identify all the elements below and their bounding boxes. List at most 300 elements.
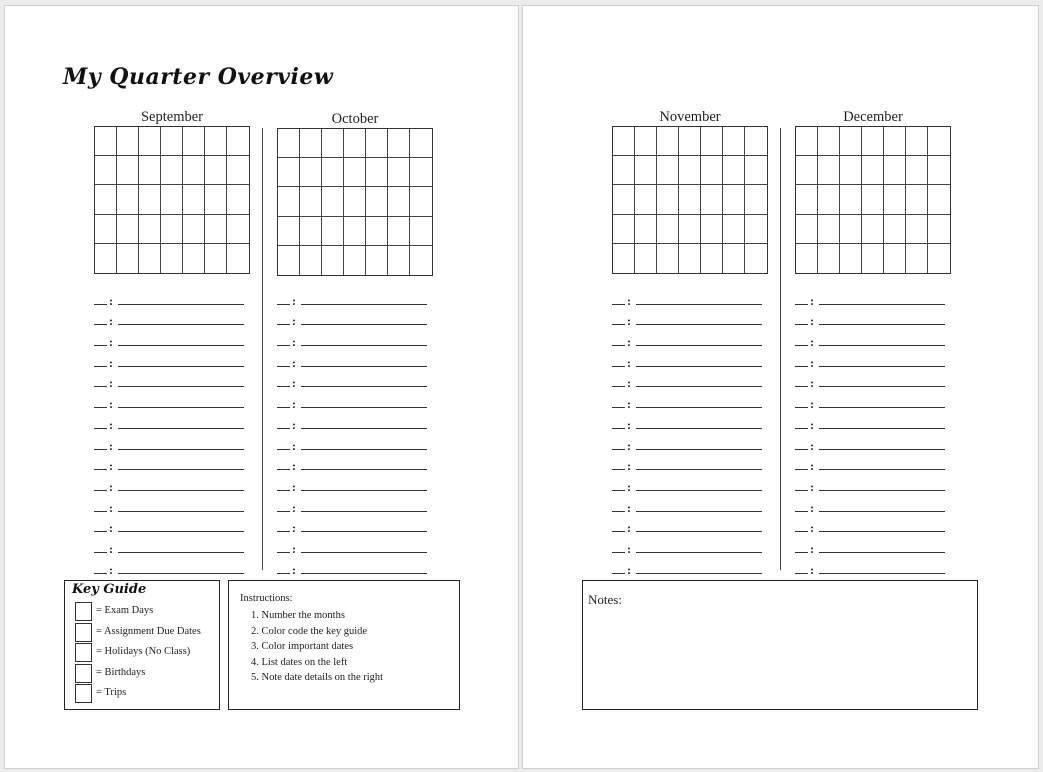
- date-number-blank[interactable]: [277, 531, 290, 532]
- calendar-grid: [94, 126, 250, 274]
- date-number-blank[interactable]: [277, 469, 290, 470]
- calendar-day-cell[interactable]: [723, 185, 745, 214]
- colon-separator: :: [810, 397, 814, 412]
- calendar-day-cell[interactable]: [95, 244, 117, 273]
- date-detail-blank[interactable]: [819, 573, 945, 574]
- date-number-blank[interactable]: [612, 531, 625, 532]
- date-number-blank[interactable]: [612, 552, 625, 553]
- calendar-day-cell[interactable]: [300, 158, 322, 187]
- date-number-blank[interactable]: [795, 407, 808, 408]
- calendar-day-cell[interactable]: [928, 127, 950, 156]
- date-detail-blank[interactable]: [301, 511, 427, 512]
- date-detail-blank[interactable]: [118, 469, 244, 470]
- calendar-day-cell[interactable]: [344, 158, 366, 187]
- date-entry-row: [612, 411, 768, 432]
- calendar-day-cell[interactable]: [139, 127, 161, 156]
- calendar-day-cell[interactable]: [227, 215, 249, 244]
- date-detail-blank[interactable]: [301, 531, 427, 532]
- calendar-day-cell[interactable]: [613, 215, 635, 244]
- key-label: = Holidays (No Class): [96, 646, 191, 657]
- calendar-day-cell[interactable]: [344, 246, 366, 275]
- date-detail-blank[interactable]: [301, 366, 427, 367]
- calendar-day-cell[interactable]: [701, 215, 723, 244]
- date-number-blank[interactable]: [612, 428, 625, 429]
- calendar-day-cell[interactable]: [117, 215, 139, 244]
- calendar-day-cell[interactable]: [183, 127, 205, 156]
- date-detail-blank[interactable]: [118, 552, 244, 553]
- calendar-day-cell[interactable]: [278, 158, 300, 187]
- calendar-day-cell[interactable]: [613, 185, 635, 214]
- date-number-blank[interactable]: [277, 490, 290, 491]
- calendar-day-cell[interactable]: [701, 185, 723, 214]
- date-number-blank[interactable]: [277, 407, 290, 408]
- date-number-blank[interactable]: [612, 407, 625, 408]
- date-detail-blank[interactable]: [118, 407, 244, 408]
- date-number-blank[interactable]: [612, 449, 625, 450]
- color-swatch[interactable]: [75, 664, 92, 683]
- date-detail-blank[interactable]: [636, 490, 762, 491]
- calendar-day-cell[interactable]: [117, 185, 139, 214]
- calendar-day-cell[interactable]: [657, 127, 679, 156]
- date-detail-blank[interactable]: [118, 449, 244, 450]
- instruction-item: 1. Number the months: [251, 610, 345, 621]
- calendar-day-cell[interactable]: [139, 185, 161, 214]
- date-number-blank[interactable]: [94, 366, 107, 367]
- date-detail-blank[interactable]: [636, 304, 762, 305]
- date-number-blank[interactable]: [277, 324, 290, 325]
- date-number-blank[interactable]: [795, 531, 808, 532]
- notes-box[interactable]: [582, 580, 978, 710]
- date-entry-row: [612, 535, 768, 556]
- calendar-day-cell[interactable]: [679, 185, 701, 214]
- colon-separator: :: [627, 521, 631, 536]
- calendar-day-cell[interactable]: [796, 185, 818, 214]
- instruction-item: 4. List dates on the left: [251, 656, 348, 668]
- calendar-day-cell[interactable]: [906, 185, 928, 214]
- calendar-day-cell[interactable]: [679, 156, 701, 185]
- calendar-day-cell[interactable]: [300, 129, 322, 158]
- date-number-blank[interactable]: [94, 469, 107, 470]
- date-detail-blank[interactable]: [301, 345, 427, 346]
- calendar-day-cell[interactable]: [657, 244, 679, 273]
- calendar-day-cell[interactable]: [139, 156, 161, 185]
- calendar-day-cell[interactable]: [278, 217, 300, 246]
- calendar-day-cell[interactable]: [818, 244, 840, 273]
- calendar-day-cell[interactable]: [884, 127, 906, 156]
- date-detail-blank[interactable]: [636, 511, 762, 512]
- date-detail-blank[interactable]: [301, 386, 427, 387]
- month-name: October: [331, 111, 379, 127]
- calendar-day-cell[interactable]: [410, 129, 432, 158]
- calendar-day-cell[interactable]: [635, 215, 657, 244]
- colon-separator: :: [109, 562, 113, 577]
- colon-separator: :: [292, 438, 296, 453]
- date-detail-blank[interactable]: [118, 428, 244, 429]
- calendar-day-cell[interactable]: [635, 156, 657, 185]
- date-number-blank[interactable]: [94, 490, 107, 491]
- date-detail-blank[interactable]: [819, 386, 945, 387]
- date-number-blank[interactable]: [795, 386, 808, 387]
- calendar-day-cell[interactable]: [928, 185, 950, 214]
- calendar-day-cell[interactable]: [388, 129, 410, 158]
- calendar-day-cell[interactable]: [95, 185, 117, 214]
- calendar-day-cell[interactable]: [161, 156, 183, 185]
- date-number-blank[interactable]: [277, 304, 290, 305]
- calendar-day-cell[interactable]: [635, 185, 657, 214]
- date-detail-blank[interactable]: [819, 531, 945, 532]
- date-number-blank[interactable]: [795, 428, 808, 429]
- calendar-day-cell[interactable]: [657, 185, 679, 214]
- calendar-day-cell[interactable]: [161, 244, 183, 273]
- calendar-day-cell[interactable]: [679, 244, 701, 273]
- date-detail-blank[interactable]: [301, 552, 427, 553]
- colon-separator: :: [292, 314, 296, 329]
- calendar-day-cell[interactable]: [818, 127, 840, 156]
- calendar-day-cell[interactable]: [139, 215, 161, 244]
- date-entry-row: [612, 349, 768, 370]
- date-number-blank[interactable]: [612, 573, 625, 574]
- date-number-blank[interactable]: [612, 304, 625, 305]
- date-detail-blank[interactable]: [636, 531, 762, 532]
- colon-separator: :: [292, 397, 296, 412]
- calendar-day-cell[interactable]: [183, 244, 205, 273]
- date-number-blank[interactable]: [94, 511, 107, 512]
- calendar-day-cell[interactable]: [906, 127, 928, 156]
- calendar-day-cell[interactable]: [300, 187, 322, 216]
- calendar-day-cell[interactable]: [366, 217, 388, 246]
- date-number-blank[interactable]: [94, 324, 107, 325]
- calendar-day-cell[interactable]: [613, 156, 635, 185]
- month-name: December: [843, 109, 903, 125]
- key-label: = Assignment Due Dates: [96, 625, 201, 637]
- calendar-day-cell[interactable]: [95, 215, 117, 244]
- date-detail-blank[interactable]: [301, 407, 427, 408]
- date-detail-blank[interactable]: [636, 407, 762, 408]
- date-detail-blank[interactable]: [819, 552, 945, 553]
- date-detail-blank[interactable]: [118, 345, 244, 346]
- calendar-day-cell[interactable]: [928, 215, 950, 244]
- calendar-day-cell[interactable]: [796, 244, 818, 273]
- key-guide-title: Key Guide: [72, 582, 147, 597]
- calendar-day-cell[interactable]: [300, 217, 322, 246]
- calendar-day-cell[interactable]: [366, 129, 388, 158]
- calendar-day-cell[interactable]: [278, 187, 300, 216]
- calendar-day-cell[interactable]: [862, 215, 884, 244]
- calendar-day-cell[interactable]: [117, 127, 139, 156]
- key-label: = Trips: [96, 687, 127, 698]
- calendar-day-cell[interactable]: [322, 246, 344, 275]
- date-detail-blank[interactable]: [118, 511, 244, 512]
- color-swatch[interactable]: [75, 602, 92, 621]
- date-entry-row: [277, 370, 433, 391]
- date-number-blank[interactable]: [94, 552, 107, 553]
- date-detail-blank[interactable]: [636, 386, 762, 387]
- calendar-day-cell[interactable]: [388, 158, 410, 187]
- date-number-blank[interactable]: [94, 386, 107, 387]
- calendar-day-cell[interactable]: [840, 185, 862, 214]
- date-entry-row: [795, 432, 951, 453]
- calendar-day-cell[interactable]: [884, 185, 906, 214]
- date-detail-blank[interactable]: [636, 324, 762, 325]
- colon-separator: :: [109, 479, 113, 494]
- calendar-day-cell[interactable]: [322, 129, 344, 158]
- date-number-blank[interactable]: [94, 573, 107, 574]
- date-number-blank[interactable]: [612, 345, 625, 346]
- date-entry-row: [277, 308, 433, 329]
- date-detail-blank[interactable]: [636, 428, 762, 429]
- date-entry-row: [277, 473, 433, 494]
- calendar-day-cell[interactable]: [613, 244, 635, 273]
- date-number-blank[interactable]: [94, 531, 107, 532]
- calendar-day-cell[interactable]: [862, 185, 884, 214]
- calendar-day-cell[interactable]: [906, 244, 928, 273]
- calendar-day-cell[interactable]: [388, 217, 410, 246]
- color-swatch[interactable]: [75, 643, 92, 662]
- date-detail-blank[interactable]: [636, 552, 762, 553]
- date-number-blank[interactable]: [277, 552, 290, 553]
- calendar-day-cell[interactable]: [161, 215, 183, 244]
- calendar-day-cell[interactable]: [183, 156, 205, 185]
- date-number-blank[interactable]: [277, 428, 290, 429]
- date-number-blank[interactable]: [277, 345, 290, 346]
- date-number-blank[interactable]: [795, 552, 808, 553]
- date-detail-blank[interactable]: [819, 490, 945, 491]
- calendar-day-cell[interactable]: [840, 215, 862, 244]
- calendar-day-cell[interactable]: [840, 127, 862, 156]
- calendar-day-cell[interactable]: [161, 127, 183, 156]
- calendar-day-cell[interactable]: [679, 215, 701, 244]
- colon-separator: :: [810, 293, 814, 308]
- calendar-day-cell[interactable]: [906, 215, 928, 244]
- date-number-blank[interactable]: [795, 324, 808, 325]
- date-lines-december: [795, 287, 951, 577]
- calendar-day-cell[interactable]: [796, 215, 818, 244]
- calendar-day-cell[interactable]: [862, 156, 884, 185]
- date-detail-blank[interactable]: [819, 511, 945, 512]
- calendar-day-cell[interactable]: [227, 127, 249, 156]
- date-number-blank[interactable]: [795, 469, 808, 470]
- date-detail-blank[interactable]: [118, 366, 244, 367]
- date-number-blank[interactable]: [94, 304, 107, 305]
- date-detail-blank[interactable]: [301, 304, 427, 305]
- calendar-day-cell[interactable]: [344, 129, 366, 158]
- date-number-blank[interactable]: [795, 490, 808, 491]
- date-detail-blank[interactable]: [819, 469, 945, 470]
- calendar-day-cell[interactable]: [796, 156, 818, 185]
- calendar-day-cell[interactable]: [884, 156, 906, 185]
- calendar-day-cell[interactable]: [818, 215, 840, 244]
- calendar-day-cell[interactable]: [410, 187, 432, 216]
- calendar-day-cell[interactable]: [745, 185, 767, 214]
- calendar-day-cell[interactable]: [635, 127, 657, 156]
- date-number-blank[interactable]: [612, 386, 625, 387]
- calendar-day-cell[interactable]: [906, 156, 928, 185]
- colon-separator: :: [109, 541, 113, 556]
- calendar-day-cell[interactable]: [95, 156, 117, 185]
- date-number-blank[interactable]: [795, 304, 808, 305]
- calendar-day-cell[interactable]: [388, 246, 410, 275]
- calendar-day-cell[interactable]: [723, 156, 745, 185]
- date-number-blank[interactable]: [795, 573, 808, 574]
- calendar-day-cell[interactable]: [205, 185, 227, 214]
- instructions-box: [228, 580, 460, 710]
- calendar-day-cell[interactable]: [884, 215, 906, 244]
- calendar-day-cell[interactable]: [635, 244, 657, 273]
- colon-separator: :: [292, 459, 296, 474]
- calendar-day-cell[interactable]: [161, 185, 183, 214]
- calendar-day-cell[interactable]: [613, 127, 635, 156]
- date-detail-blank[interactable]: [301, 573, 427, 574]
- calendar-day-cell[interactable]: [139, 244, 161, 273]
- calendar-day-cell[interactable]: [745, 244, 767, 273]
- date-number-blank[interactable]: [795, 511, 808, 512]
- calendar-day-cell[interactable]: [183, 185, 205, 214]
- date-detail-blank[interactable]: [636, 366, 762, 367]
- calendar-day-cell[interactable]: [183, 215, 205, 244]
- date-detail-blank[interactable]: [636, 449, 762, 450]
- calendar-day-cell[interactable]: [322, 217, 344, 246]
- calendar-day-cell[interactable]: [840, 244, 862, 273]
- date-detail-blank[interactable]: [636, 345, 762, 346]
- date-entry-row: [277, 328, 433, 349]
- date-number-blank[interactable]: [94, 449, 107, 450]
- calendar-day-cell[interactable]: [701, 127, 723, 156]
- date-number-blank[interactable]: [612, 366, 625, 367]
- calendar-day-cell[interactable]: [227, 185, 249, 214]
- date-number-blank[interactable]: [795, 345, 808, 346]
- calendar-day-cell[interactable]: [300, 246, 322, 275]
- colon-separator: :: [292, 355, 296, 370]
- calendar-day-cell[interactable]: [117, 156, 139, 185]
- calendar-day-cell[interactable]: [818, 185, 840, 214]
- key-label: = Birthdays: [96, 666, 146, 678]
- calendar-day-cell[interactable]: [745, 127, 767, 156]
- calendar-day-cell[interactable]: [862, 244, 884, 273]
- calendar-day-cell[interactable]: [745, 156, 767, 185]
- calendar-day-cell[interactable]: [366, 246, 388, 275]
- date-detail-blank[interactable]: [819, 304, 945, 305]
- calendar-day-cell[interactable]: [205, 127, 227, 156]
- date-number-blank[interactable]: [94, 345, 107, 346]
- calendar-day-cell[interactable]: [227, 156, 249, 185]
- date-number-blank[interactable]: [612, 324, 625, 325]
- calendar-day-cell[interactable]: [745, 215, 767, 244]
- date-detail-blank[interactable]: [819, 324, 945, 325]
- colon-separator: :: [627, 438, 631, 453]
- date-number-blank[interactable]: [277, 573, 290, 574]
- key-row-exam-days: [75, 602, 225, 622]
- date-detail-blank[interactable]: [118, 573, 244, 574]
- date-entry-row: [94, 370, 250, 391]
- calendar-day-cell[interactable]: [95, 127, 117, 156]
- calendar-day-cell[interactable]: [205, 215, 227, 244]
- calendar-day-cell[interactable]: [657, 215, 679, 244]
- calendar-day-cell[interactable]: [657, 156, 679, 185]
- calendar-day-cell[interactable]: [701, 244, 723, 273]
- date-detail-blank[interactable]: [636, 469, 762, 470]
- date-entry-row: [94, 535, 250, 556]
- date-entry-row: [612, 556, 768, 577]
- date-entry-row: [94, 349, 250, 370]
- date-number-blank[interactable]: [94, 428, 107, 429]
- calendar-day-cell[interactable]: [928, 156, 950, 185]
- calendar-day-cell[interactable]: [366, 187, 388, 216]
- calendar-day-cell[interactable]: [410, 217, 432, 246]
- calendar-day-cell[interactable]: [410, 246, 432, 275]
- date-detail-blank[interactable]: [301, 490, 427, 491]
- calendar-day-cell[interactable]: [344, 187, 366, 216]
- calendar-day-cell[interactable]: [862, 127, 884, 156]
- calendar-day-cell[interactable]: [278, 129, 300, 158]
- date-number-blank[interactable]: [612, 511, 625, 512]
- calendar-day-cell[interactable]: [928, 244, 950, 273]
- date-detail-blank[interactable]: [819, 345, 945, 346]
- calendar-day-cell[interactable]: [366, 158, 388, 187]
- calendar-day-cell[interactable]: [278, 246, 300, 275]
- colon-separator: :: [292, 293, 296, 308]
- calendar-day-cell[interactable]: [701, 156, 723, 185]
- color-swatch[interactable]: [75, 623, 92, 642]
- date-number-blank[interactable]: [612, 490, 625, 491]
- date-entry-row: [795, 473, 951, 494]
- calendar-day-cell[interactable]: [723, 244, 745, 273]
- date-number-blank[interactable]: [277, 511, 290, 512]
- date-detail-blank[interactable]: [118, 531, 244, 532]
- date-detail-blank[interactable]: [819, 428, 945, 429]
- calendar-day-cell[interactable]: [344, 217, 366, 246]
- date-number-blank[interactable]: [277, 366, 290, 367]
- calendar-day-cell[interactable]: [840, 156, 862, 185]
- date-number-blank[interactable]: [277, 449, 290, 450]
- date-detail-blank[interactable]: [301, 449, 427, 450]
- calendar-day-cell[interactable]: [679, 127, 701, 156]
- month-december: [795, 108, 951, 274]
- date-detail-blank[interactable]: [636, 573, 762, 574]
- date-detail-blank[interactable]: [118, 490, 244, 491]
- calendar-day-cell[interactable]: [322, 158, 344, 187]
- date-detail-blank[interactable]: [301, 469, 427, 470]
- calendar-day-cell[interactable]: [322, 187, 344, 216]
- date-detail-blank[interactable]: [118, 386, 244, 387]
- date-number-blank[interactable]: [795, 366, 808, 367]
- date-number-blank[interactable]: [612, 469, 625, 470]
- date-number-blank[interactable]: [94, 407, 107, 408]
- date-detail-blank[interactable]: [118, 324, 244, 325]
- date-number-blank[interactable]: [277, 386, 290, 387]
- date-detail-blank[interactable]: [819, 366, 945, 367]
- calendar-day-cell[interactable]: [723, 215, 745, 244]
- calendar-day-cell[interactable]: [388, 187, 410, 216]
- calendar-day-cell[interactable]: [818, 156, 840, 185]
- calendar-day-cell[interactable]: [117, 244, 139, 273]
- calendar-day-cell[interactable]: [796, 127, 818, 156]
- calendar-day-cell[interactable]: [205, 156, 227, 185]
- date-detail-blank[interactable]: [301, 324, 427, 325]
- color-swatch[interactable]: [75, 684, 92, 703]
- date-detail-blank[interactable]: [301, 428, 427, 429]
- date-entry-row: [795, 494, 951, 515]
- calendar-day-cell[interactable]: [884, 244, 906, 273]
- date-detail-blank[interactable]: [819, 449, 945, 450]
- date-number-blank[interactable]: [795, 449, 808, 450]
- calendar-day-cell[interactable]: [227, 244, 249, 273]
- date-detail-blank[interactable]: [118, 304, 244, 305]
- calendar-day-cell[interactable]: [205, 244, 227, 273]
- calendar-day-cell[interactable]: [723, 127, 745, 156]
- key-row-birthdays: [75, 664, 225, 684]
- date-detail-blank[interactable]: [819, 407, 945, 408]
- calendar-day-cell[interactable]: [410, 158, 432, 187]
